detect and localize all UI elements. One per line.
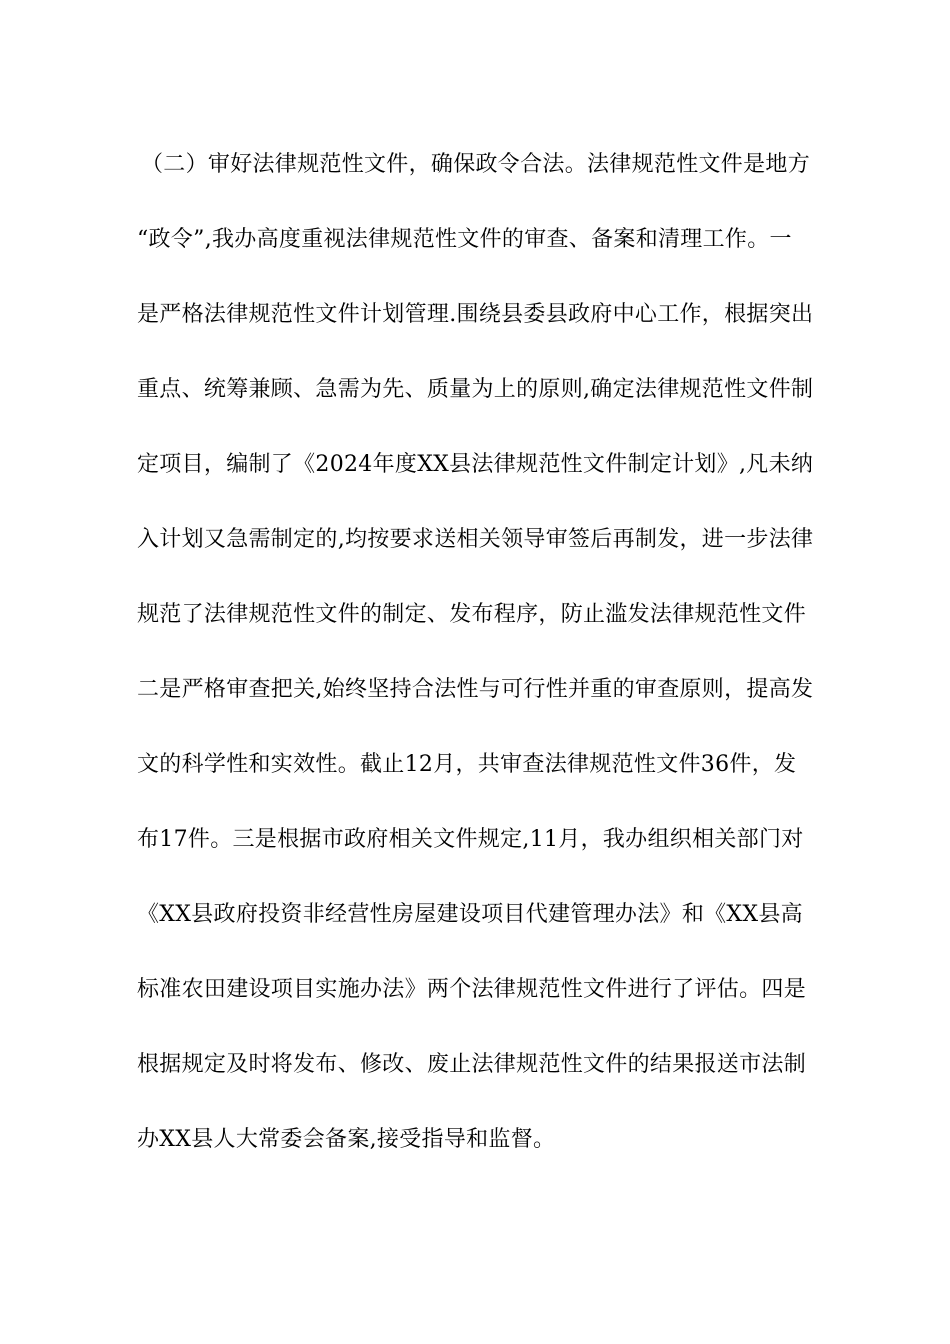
paragraph-line-6: 入计划又急需制定的,均按要求送相关领导审签后再制发，进一步法律 bbox=[137, 527, 814, 552]
paragraph-line-1: （二）审好法律规范性文件，确保政令合法。法律规范性文件是地方 bbox=[141, 152, 811, 177]
paragraph-line-3: 是严格法律规范性文件计划管理.围绕县委县政府中心工作，根据突出 bbox=[137, 302, 814, 327]
paragraph-line-12: 标准农田建设项目实施办法》两个法律规范性文件进行了评估。四是 bbox=[137, 977, 807, 1002]
paragraph-line-7: 规范了法律规范性文件的制定、发布程序，防止滥发法律规范性文件 bbox=[137, 602, 807, 627]
paragraph-line-14: 办XX县人大常委会备案,接受指导和监督。 bbox=[137, 1127, 556, 1152]
paragraph-line-9: 文的科学性和实效性。截止12月，共审查法律规范性文件36件，发 bbox=[137, 752, 797, 777]
paragraph-line-13: 根据规定及时将发布、修改、废止法律规范性文件的结果报送市法制 bbox=[137, 1052, 807, 1077]
paragraph-line-5: 定项目，编制了《2024年度XX县法律规范性文件制定计划》,凡未纳 bbox=[137, 452, 814, 477]
body-paragraph bbox=[137, 140, 817, 1190]
paragraph-line-11: 《XX县政府投资非经营性房屋建设项目代建管理办法》和《XX县高 bbox=[137, 902, 803, 927]
paragraph-line-10: 布17件。三是根据市政府相关文件规定,11月，我办组织相关部门对 bbox=[137, 827, 804, 852]
paragraph-line-2: “政令”,我办高度重视法律规范性文件的审查、备案和清理工作。一 bbox=[137, 227, 792, 252]
paragraph-line-4: 重点、统筹兼顾、急需为先、质量为上的原则,确定法律规范性文件制 bbox=[137, 377, 814, 402]
paragraph-line-8: 二是严格审查把关,始终坚持合法性与可行性并重的审查原则，提高发 bbox=[137, 677, 814, 702]
